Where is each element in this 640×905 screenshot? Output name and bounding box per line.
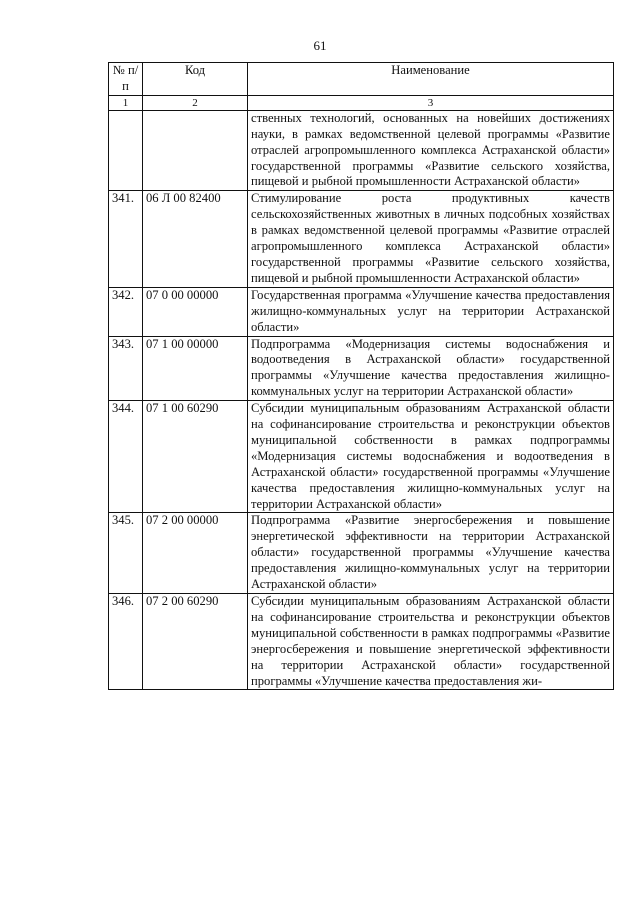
row-name: Субсидии муниципальным образованиям Астраханской области на софинансирование строительства и реконструкции объектов муниципальной собственности в рамках подпрограммы «Развитие энергосбережения и повышение энергетической эффективности на территории Астраханской области» государственной программы «Улучшение качества предоставления жи- <box>248 594 614 690</box>
row-name: ственных технологий, основанных на новейших достижениях науки, в рамках ведомственной целевой программы «Развитие отраслей агропромышленного комплекса Астраханской области» государственной программы «Развитие сельского хозяйства, пищевой и рыбной промышленности Астраханской области» <box>248 110 614 191</box>
column-index: 2 <box>143 95 248 110</box>
column-index-row <box>109 95 614 110</box>
row-name: Подпрограмма «Модернизация системы водоснабжения и водоотведения в Астраханской области» государственной программы «Улучшение качества предоставления жилищно-коммунальных услуг на территории Астраханской области» <box>248 336 614 401</box>
row-code: 07 0 00 00000 <box>143 287 248 336</box>
table-header-row <box>109 63 614 96</box>
table-row <box>109 513 614 594</box>
column-index: 3 <box>248 95 614 110</box>
row-code: 07 2 00 00000 <box>143 513 248 594</box>
page-number: 61 <box>313 38 327 53</box>
table-row <box>109 594 614 690</box>
classification-table <box>108 62 614 690</box>
row-code: 07 2 00 60290 <box>143 594 248 690</box>
row-name: Стимулирование роста продуктивных качеств сельскохозяйственных животных в личных подсобных хозяйствах в рамках ведомственной целевой программы «Развитие отраслей агропромышленного комплекса Астраханской области» государственной программы «Развитие сельского хозяйства, пищевой и рыбной промышленности Астраханской области» <box>248 191 614 287</box>
row-num <box>109 110 143 191</box>
row-name: Государственная программа «Улучшение качества предоставления жилищно-коммунальных услуг на территории Астраханской области» <box>248 287 614 336</box>
row-num: 346. <box>109 594 143 690</box>
table-row <box>109 336 614 401</box>
row-num: 344. <box>109 401 143 513</box>
row-code <box>143 110 248 191</box>
row-num: 342. <box>109 287 143 336</box>
table-row <box>109 401 614 513</box>
row-code: 07 1 00 00000 <box>143 336 248 401</box>
header-code: Код <box>143 63 248 96</box>
header-name: Наименование <box>248 63 614 96</box>
row-num: 341. <box>109 191 143 287</box>
row-code: 06 Л 00 82400 <box>143 191 248 287</box>
row-num: 345. <box>109 513 143 594</box>
table-row <box>109 110 614 191</box>
row-name: Подпрограмма «Развитие энергосбережения и повышение энергетической эффективности на территории Астраханской области» государственной программы «Улучшение качества предоставления жилищно-коммунальных услуг на территории Астраханской области» <box>248 513 614 594</box>
row-code: 07 1 00 60290 <box>143 401 248 513</box>
table-row <box>109 191 614 287</box>
row-num: 343. <box>109 336 143 401</box>
column-index: 1 <box>109 95 143 110</box>
row-name: Субсидии муниципальным образованиям Астраханской области на софинансирование строительства и реконструкции объектов муниципальной собственности в рамках подпрограммы «Модернизация системы водоснабжения и водоотведения в Астраханской области» государственной программы «Улучшение качества предоставления жилищно-коммунальных услуг на территории Астраханской области» <box>248 401 614 513</box>
table-row <box>109 287 614 336</box>
header-num: № п/п <box>109 63 143 96</box>
